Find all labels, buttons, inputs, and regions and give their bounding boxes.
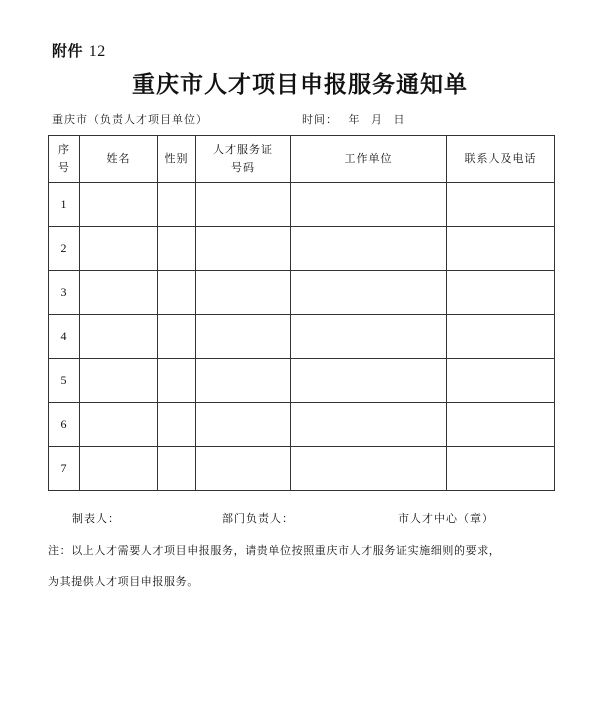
row-index: 3: [49, 271, 80, 315]
attachment-label: [52, 40, 106, 61]
cell-work: [291, 271, 447, 315]
note-line-1: 注：以上人才需要人才项目申报服务，请贵单位按照重庆市人才服务证实施细则的要求，: [48, 544, 501, 557]
col-header-cert-line2: 号码: [231, 161, 255, 174]
cell-work: [291, 359, 447, 403]
row-index: 1: [49, 183, 80, 227]
col-header-cert-line1: 人才服务证: [213, 143, 273, 156]
cell-cert: [196, 227, 291, 271]
table-row: [49, 447, 555, 491]
cell-contact: [447, 227, 555, 271]
cell-name: [80, 447, 158, 491]
cell-gender: [158, 359, 196, 403]
cell-contact: [447, 403, 555, 447]
col-header-contact: 联系人及电话: [447, 136, 555, 183]
cell-name: [80, 315, 158, 359]
col-header-seq-line2: 号: [58, 161, 70, 174]
note-line-2: 为其提供人才项目申报服务。: [48, 575, 199, 588]
cell-cert: [196, 447, 291, 491]
cell-name: [80, 183, 158, 227]
cell-work: [291, 183, 447, 227]
cell-gender: [158, 183, 196, 227]
table-row: [49, 359, 555, 403]
cell-cert: [196, 271, 291, 315]
cell-contact: [447, 447, 555, 491]
cell-gender: [158, 315, 196, 359]
row-index: 4: [49, 315, 80, 359]
col-header-work: 工作单位: [291, 136, 447, 183]
table-row: [49, 403, 555, 447]
col-header-name: 姓名: [80, 136, 158, 183]
table-row: [49, 315, 555, 359]
cell-contact: [447, 271, 555, 315]
cell-work: [291, 447, 447, 491]
table-header-row: [49, 136, 555, 183]
cell-name: [80, 359, 158, 403]
cell-work: [291, 403, 447, 447]
table-row: [49, 183, 555, 227]
cell-cert: [196, 315, 291, 359]
attachment-number: 12: [88, 43, 106, 60]
cell-gender: [158, 271, 196, 315]
row-index: 2: [49, 227, 80, 271]
row-index: 7: [49, 447, 80, 491]
notice-table: [48, 135, 555, 491]
cell-name: [80, 403, 158, 447]
table-row: [49, 271, 555, 315]
cell-name: [80, 271, 158, 315]
cell-cert: [196, 359, 291, 403]
col-header-cert: [196, 136, 291, 183]
preparer-label: 制表人：: [72, 512, 120, 525]
col-header-gender: 性别: [158, 136, 196, 183]
table-row: [49, 227, 555, 271]
page-title: 重庆市人才项目申报服务通知单: [132, 71, 468, 98]
cell-gender: [158, 403, 196, 447]
dept-head-label: 部门负责人：: [222, 512, 294, 525]
cell-contact: [447, 315, 555, 359]
cell-work: [291, 315, 447, 359]
row-index: 5: [49, 359, 80, 403]
col-header-seq: [49, 136, 80, 183]
cell-cert: [196, 183, 291, 227]
time-label: 时间： 年 月 日: [302, 113, 406, 126]
cell-gender: [158, 447, 196, 491]
center-seal-label: 市人才中心（章）: [398, 512, 494, 525]
cell-name: [80, 227, 158, 271]
cell-work: [291, 227, 447, 271]
col-header-seq-line1: 序: [58, 143, 70, 156]
cell-contact: [447, 183, 555, 227]
cell-contact: [447, 359, 555, 403]
unit-label: 重庆市（负责人才项目单位）: [52, 113, 208, 126]
cell-gender: [158, 227, 196, 271]
row-index: 6: [49, 403, 80, 447]
cell-cert: [196, 403, 291, 447]
attachment-prefix: 附件: [52, 42, 84, 60]
